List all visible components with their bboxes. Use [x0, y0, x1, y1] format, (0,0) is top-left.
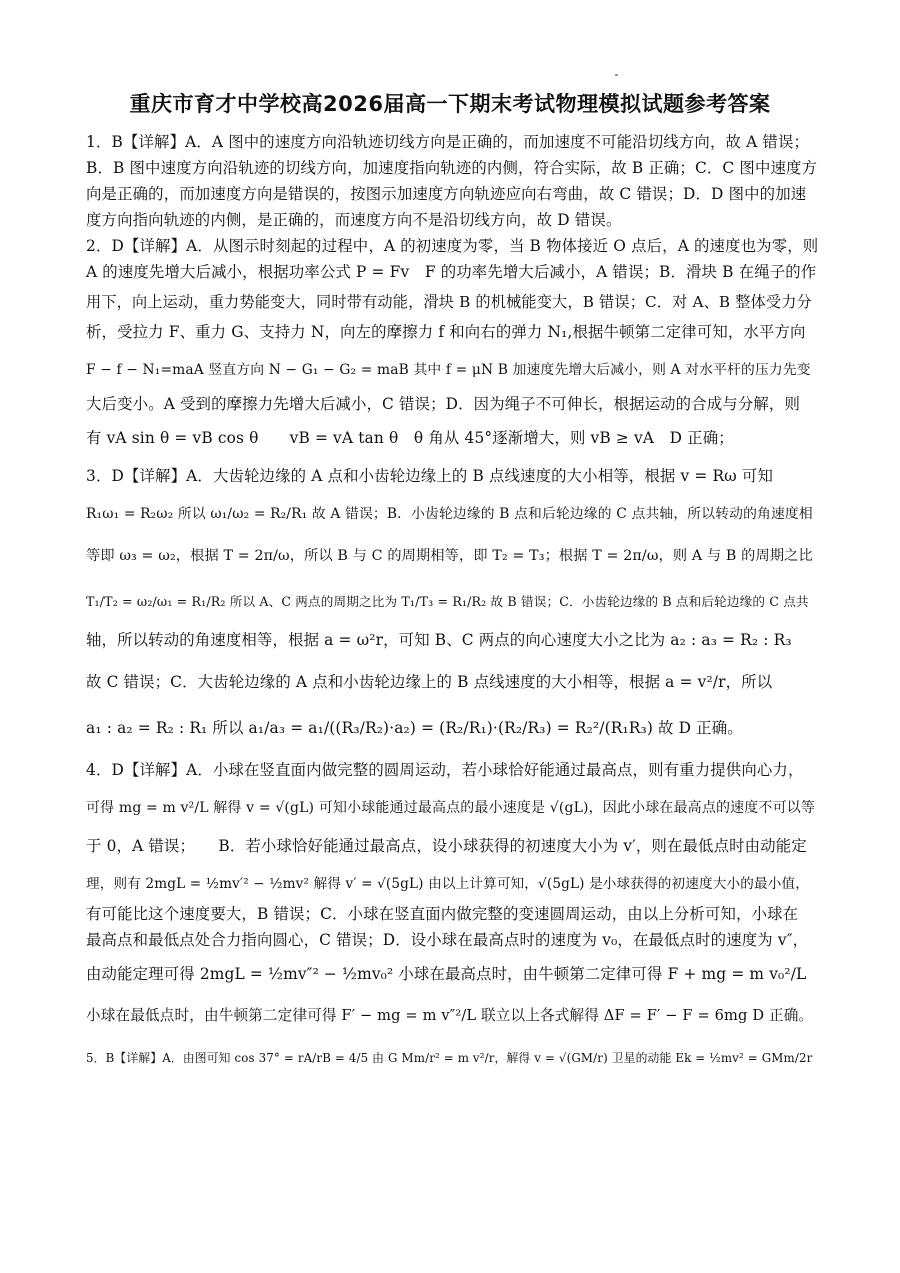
answer-body — [86, 132, 818, 1068]
text-line: F − f − N₁=maA 竖直方向 N − G₁ − G₂ = maB 其中 f = μN B 加速度先增大后减小，则 A 对水平杆的压力先变 — [86, 362, 811, 378]
text-line: 于 0，A 错误； B．若小球恰好能通过最高点，设小球获得的初速度大小为 v′，则在最低点时由动能定 — [86, 837, 807, 855]
text-line: 有 vA sin θ = vB cos θ vB = vA tan θ θ 角从 45°逐渐增大，则 vB ≥ vA D 正确； — [86, 429, 734, 447]
text-line: 等即 ω₃ = ω₂，根据 T = 2π/ω，所以 B 与 C 的周期相等，即 T₂ = T₃；根据 T = 2π/ω，则 A 与 B 的周期之比 — [86, 548, 813, 564]
text-line: 3．D【详解】A．大齿轮边缘的 A 点和小齿轮边缘上的 B 点线速度的大小相等，根据 v = Rω 可知 — [86, 467, 774, 485]
text-line: 1．B【详解】A．A 图中的速度方向沿轨迹切线方向是正确的，而加速度不可能沿切线方向，故 A 错误； — [86, 133, 810, 151]
text-line: 4．D【详解】A．小球在竖直面内做完整的圆周运动，若小球恰好能通过最高点，则有重力提供向心力， — [86, 761, 804, 779]
text-line: 理，则有 2mgL = ½mv′² − ½mv² 解得 v′ = √(5gL) 由以上计算可知，√(5gL) 是小球获得的初速度大小的最小值， — [86, 876, 809, 892]
text-line: 由动能定理可得 2mgL = ½mv″² − ½mv₀² 小球在最高点时，由牛顿第二定律可得 F + mg = m v₀²/L — [86, 965, 807, 983]
text-line: T₁/T₂ = ω₂/ω₁ = R₁/R₂ 所以 A、C 两点的周期之比为 T₁/T₃ = R₁/R₂ 故 B 错误；C．小齿轮边缘的 B 点和后轮边缘的 C 点共 — [86, 594, 809, 609]
text-line: A 的速度先增大后减小，根据功率公式 P = Fv F 的功率先增大后减小，A 错误；B．滑块 B 在绳子的作 — [86, 263, 817, 281]
text-line: 有可能比这个速度要大，B 错误；C．小球在竖直面内做完整的变速圆周运动，由以上分析可知，小球在 — [86, 905, 799, 923]
text-line: 用下，向上运动，重力势能变大，同时带有动能，滑块 B 的机械能变大，B 错误；C．对 A、B 整体受力分 — [86, 293, 812, 311]
text-line: 2．D【详解】A．从图示时刻起的过程中，A 的初速度为零，当 B 物体接近 O 点后，A 的速度也为零，则 — [86, 237, 819, 255]
text-line: 可得 mg = m v²/L 解得 v = √(gL) 可知小球能通过最高点的最小速度是 √(gL)，因此小球在最高点的速度不可以等 — [86, 800, 816, 816]
text-line: 度方向指向轨迹的内侧，是正确的，而速度方向不是沿切线方向，故 D 错误。 — [86, 211, 622, 229]
text-line: 轴，所以转动的角速度相等，根据 a = ω²r，可知 B、C 两点的向心速度大小之比为 a₂ : a₃ = R₂ : R₃ — [86, 631, 792, 649]
text-line: a₁ : a₂ = R₂ : R₁ 所以 a₁/a₃ = a₁/((R₃/R₂)·a₂) = (R₂/R₁)·(R₂/R₃) = R₂²/(R₁R₃) 故 D 正确。 — [86, 719, 743, 737]
scan-mark — [615, 74, 618, 76]
text-line: 最高点和最低点处合力指向圆心，C 错误；D．设小球在最高点时的速度为 v₀，在最低点时的速度为 v″， — [86, 931, 809, 949]
text-line: 故 C 错误；C．大齿轮边缘的 A 点和小齿轮边缘上的 B 点线速度的大小相等，根据 a = v²/r，所以 — [86, 673, 773, 691]
text-line: 向是正确的，而加速度方向是错误的，按图示加速度方向轨迹应向右弯曲，故 C 错误；D．D 图中的加速 — [86, 185, 807, 203]
text-line: 析，受拉力 F、重力 G、支持力 N，向左的摩擦力 f 和向右的弹力 N₁,根据牛顿第二定律可知，水平方向 — [86, 323, 806, 341]
text-line: 小球在最低点时，由牛顿第二定律可得 F′ − mg = m v″²/L 联立以上各式解得 ΔF = F′ − F = 6mg D 正确。 — [86, 1007, 814, 1024]
page-title: 重庆市育才中学校高2026届高一下期末考试物理模拟试题参考答案 — [129, 92, 771, 116]
text-line: R₁ω₁ = R₂ω₂ 所以 ω₁/ω₂ = R₂/R₁ 故 A 错误；B．小齿轮边缘的 B 点和后轮边缘的 C 点共轴，所以转动的角速度相 — [86, 506, 813, 522]
text-line: 5．B【详解】A．由图可知 cos 37° = rA/rB = 4/5 由 G Mm/r² = m v²/r，解得 v = √(GM/r) 卫星的动能 Ek = ½mv² = GMm/2r — [86, 1051, 813, 1065]
text-line: 大后变小。A 受到的摩擦力先增大后减小，C 错误；D．因为绳子不可伸长，根据运动的合成与分解，则 — [86, 395, 801, 413]
text-line: B．B 图中速度方向沿轨迹的切线方向，加速度指向轨迹的内侧，符合实际，故 B 正确；C．C 图中速度方 — [86, 159, 818, 177]
